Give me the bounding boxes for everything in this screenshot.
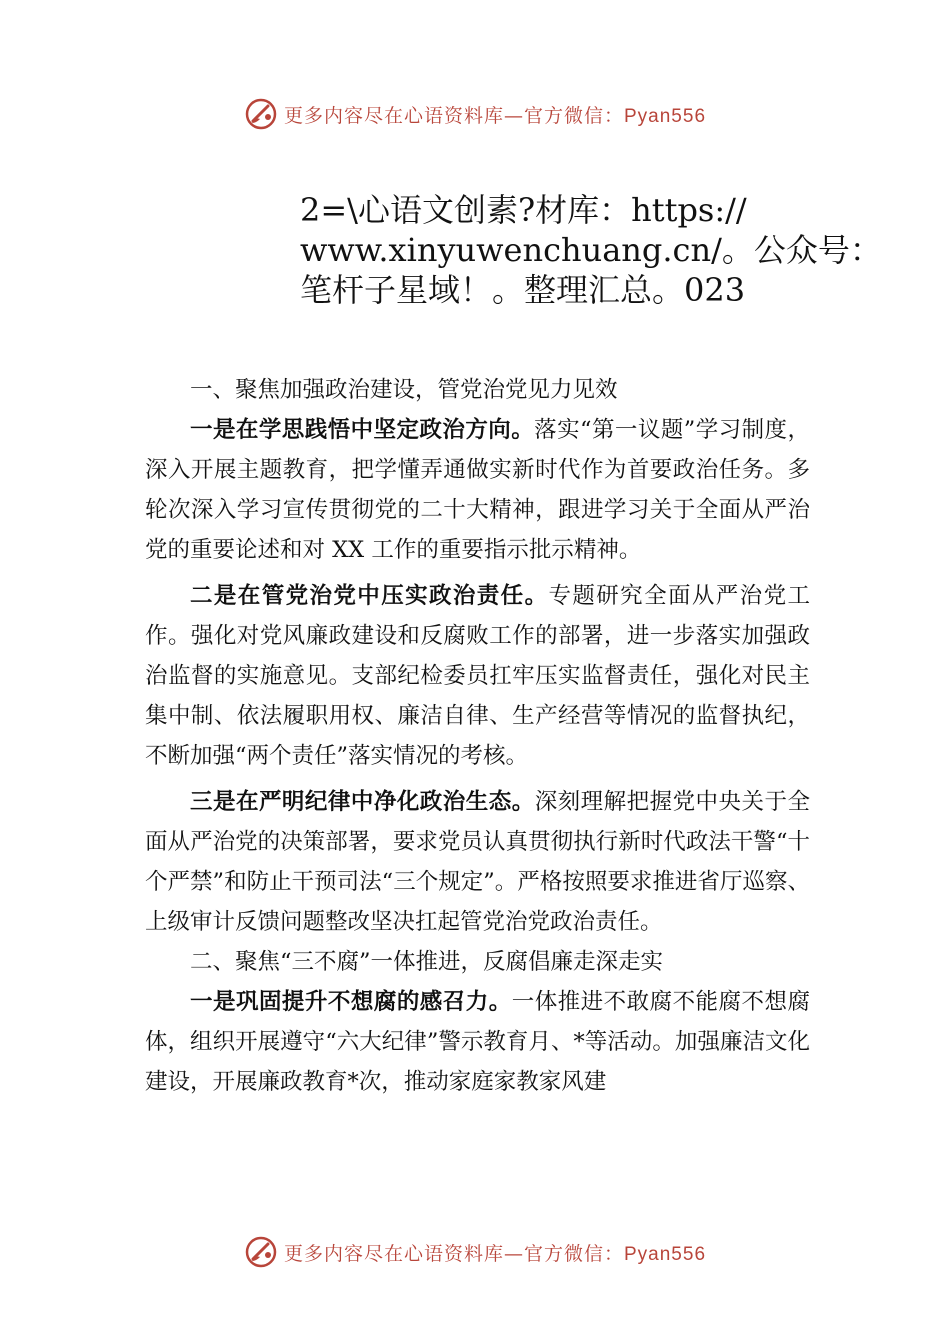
paragraph-lead: 一是巩固提升不想腐的感召力。 <box>190 989 512 1015</box>
section-heading-2: 二、聚焦“三不腐”一体推进，反腐倡廉走深走实 <box>190 949 664 975</box>
banner-label: 更多内容尽在心语资料库—官方微信： <box>283 1242 624 1265</box>
header-banner <box>0 92 950 136</box>
paragraph-text: 深刻理解把握党中央关于全面从严治党的决策部署，要求党员认真贯彻执行新时代政法干警“十个严禁”和防止干预司法“三个规定”。严格按照要求推进省厅巡察、上级审计反馈问题整改坚决扛起管党治党政治责任。 <box>145 789 810 935</box>
paragraph-lead: 二是在管党治党中压实政治责任。 <box>190 583 549 609</box>
title-line-3: 笔杆子星域！。整理汇总。023 <box>300 271 746 309</box>
paragraph-text: 落实“第一议题”学习制度，深入开展主题教育，把学懂弄通做实新时代作为首要政治任务。多轮次深入学习宣传贯彻党的二十大精神，跟进学习关于全面从严治党的重要论述和对 XX 工作的重要指示批示精神。 <box>145 417 810 563</box>
paragraph-lead: 三是在严明纪律中净化政治生态。 <box>190 789 535 815</box>
brush-logo-icon <box>244 97 278 131</box>
document-title <box>300 190 920 310</box>
banner-wechat-id: Pyan556 <box>624 1243 707 1265</box>
paragraph-4 <box>145 982 810 1102</box>
paragraph-lead: 一是在学思践悟中坚定政治方向。 <box>190 417 535 443</box>
footer-banner-inner <box>244 1235 706 1269</box>
paragraph-2 <box>145 576 810 776</box>
footer-banner <box>0 1230 950 1274</box>
title-line-2: www.xinyuwenchuang.cn/。公众号： <box>300 231 882 269</box>
banner-text <box>284 1239 706 1266</box>
title-line-1: 2=\心语文创素?材库：https:// <box>300 191 747 229</box>
section-heading-1: 一、聚焦加强政治建设，管党治党见力见效 <box>190 377 618 403</box>
brush-logo-icon <box>244 1235 278 1269</box>
document-body <box>145 370 810 1102</box>
paragraph-1 <box>145 410 810 570</box>
paragraph-text: 专题研究全面从严治党工作。强化对党风廉政建设和反腐败工作的部署，进一步落实加强政治监督的实施意见。支部纪检委员扛牢压实监督责任，强化对民主集中制、依法履职用权、廉洁自律、生产经营等情况的监督执纪，不断加强“两个责任”落实情况的考核。 <box>145 583 810 769</box>
paragraph-3 <box>145 782 810 942</box>
banner-text <box>284 101 706 128</box>
banner-label: 更多内容尽在心语资料库—官方微信： <box>283 104 624 127</box>
banner-wechat-id: Pyan556 <box>624 105 707 127</box>
header-banner-inner <box>244 97 706 131</box>
paragraph-text: 一体推进不敢腐不能腐不想腐体，组织开展遵守“六大纪律”警示教育月、*等活动。加强廉洁文化建设，开展廉政教育*次，推动家庭家教家风建 <box>145 989 810 1095</box>
